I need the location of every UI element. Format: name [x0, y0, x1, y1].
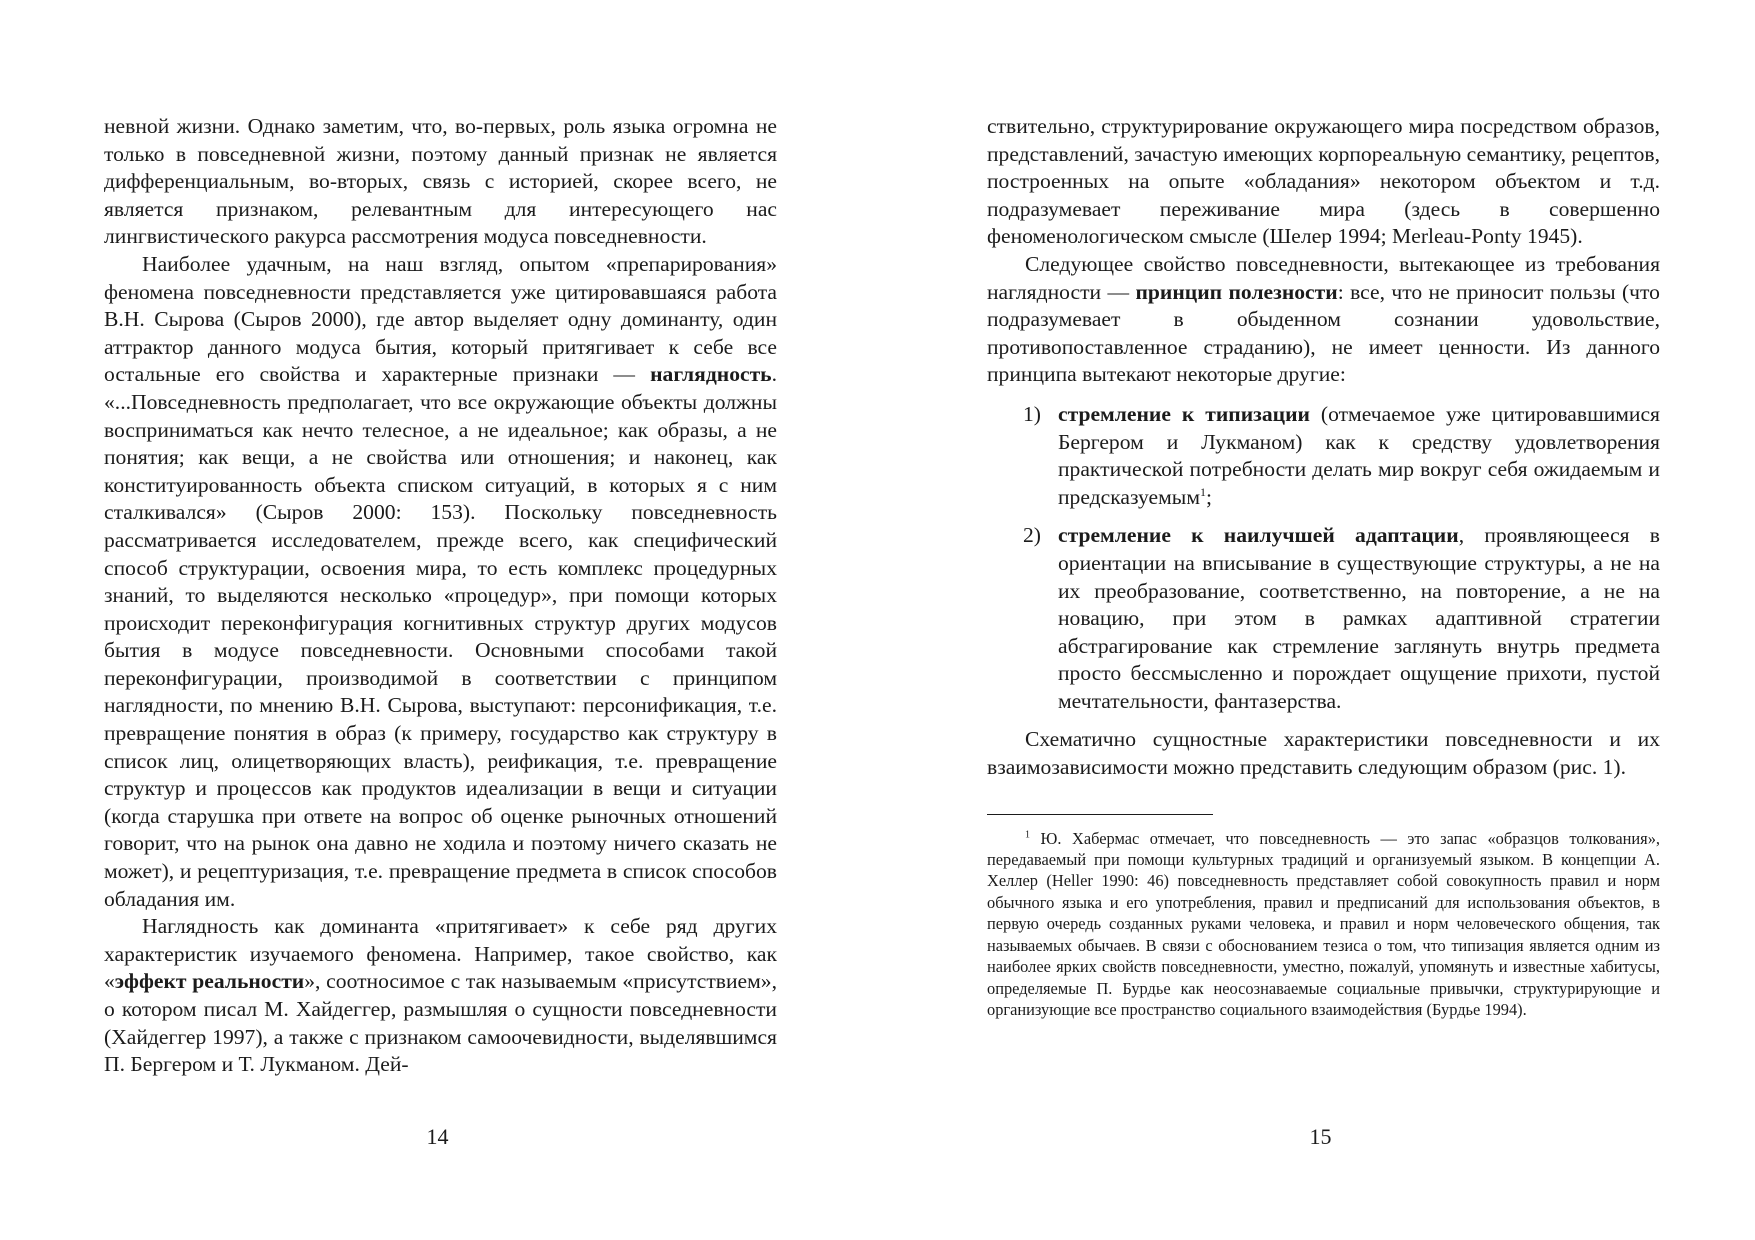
footnote-mark: 1 [1025, 829, 1030, 841]
paragraph-text: . «...Повседневность предполагает, что все окружающие объекты должны восприниматься как нечто телесное, а не идеальное; как образы, а не понятия; как вещи, а не свойства или отношения; и наконец, как конституированность объекта списком ситуаций, в которых я с ним сталкивался» (Сыров 2000: 153). Поскольку повседневность рассматривается исследователем, прежде всего, как специфический способ структурации, освоения мира, то есть комплекс процедурных знаний, то выделяются несколько «процедур», при помощи которых происходит переконфигурация когнитивных структур других модусов бытия в модусе повседневности. Основными способами такой переконфигурации, производимой в соответствии с принципом наглядности, по мнению В.Н. Сырова, выступают: персонификация, т.е. превращение понятия в образ (к примеру, государство как структуру в список лиц, олицетворяющих власть), реификация, т.е. превращение структур и процессов как продуктов идеализации в вещи и ситуации (когда старушка при ответе на вопрос об оценке рыночных отношений говорит, что на рынок она давно не ходила и поэтому ничего сказать не может), и рецептуризация, т.е. превращение предмета в список способов обладания им. [104, 362, 778, 911]
footnote [987, 828, 1660, 1021]
footnote-text: Ю. Хабермас отмечает, что повседневность — это запас «образцов толкования», передаваемый при помощи культурных традиций и организуемый языком. В концепции А. Хеллер (Heller 1990: 46) повседневность представляет собой совокупность правил и норм обычного языка и его употребления, правил и предписаний для использования объектов, в первую очередь созданных руками человека, и правил и норм человеческого общения, так называемых обычаев. В связи с обоснованием тезиса о том, что типизация является одним из наиболее ярких свойств повседневности, уместно, пожалуй, упомянуть и известные хабитусы, определяемые П. Бурдье как неосознаваемые социальные привычки, структурирующие и организующие все пространство социального взаимодействия (Бурдье 1994). [987, 828, 1660, 1019]
right-page [877, 0, 1754, 1240]
right-page-body [987, 113, 1660, 1020]
paragraph [987, 251, 1660, 389]
list-item [987, 522, 1660, 715]
list-item-number: 2) [1023, 523, 1041, 548]
list-item-number: 1) [1023, 401, 1041, 426]
page-number: 15 [1309, 1124, 1332, 1149]
left-page-body [104, 113, 777, 1079]
bold-term: принцип полезности [1135, 279, 1338, 304]
left-page [0, 0, 877, 1240]
footnote-divider [987, 814, 1213, 815]
bold-term: эффект реальности [114, 969, 305, 994]
paragraph-text: Наиболее удачным, на наш взгляд, опытом «препарирования» феномена повседневности представляется уже цитировавшаяся работа В.Н. Сырова (Сыров 2000), где автор выделяет одну доминанту, один аттрактор данного модуса бытия, который притягивает к себе все остальные его свойства и характерные признаки — [104, 251, 777, 387]
list-item-text: ; [1205, 484, 1212, 509]
paragraph: ствительно, структурирование окружающего мира посредством образов, представлений, зачастую имеющих корпореальную семантику, рецептов, построенных на опыте «обладания» некотором объектом и т.д. подразумевает переживание мира (здесь в совершенно феноменологическом смысле (Шелер 1994; Merleau-Ponty 1945). [987, 114, 1660, 249]
bold-term: наглядность [650, 362, 772, 387]
list-item-text: , проявляющееся в ориентации на вписывание в существующие структуры, а не на их преобразование, соответственно, на повторение, а не на новацию, при этом в рамках адаптивной стратегии абстрагирование как стремление заглянуть внутрь предмета просто бессмысленно и порождает ощущение прихоти, пустой мечтательности, фантазерства. [1058, 523, 1660, 713]
numbered-list [987, 401, 1660, 716]
paragraph [104, 913, 777, 1079]
bold-term: стремление к типизации [1058, 401, 1310, 426]
paragraph-text: Наглядность как доминанта «притягивает» к себе ряд других характеристик изучаемого феномена. Например, такое свойство, как « [104, 914, 777, 994]
paragraph: Схематично сущностные характеристики повседневности и их взаимозависимости можно представить следующим образом (рис. 1). [987, 727, 1660, 780]
paragraph-text: », соотносимое с так называемым «присутствием», о котором писал М. Хайдеггер, размышляя о сущности повседневности (Хайдеггер 1997), а также с признаком самоочевидности, выделявшимся П. Бергером и Т. Лукманом. Дей- [104, 969, 777, 1077]
paragraph-text: : все, что не приносит пользы (что подразумевает в обыденном сознании удовольствие, противопоставленное страданию), не имеет ценности. Из данного принципа вытекают некоторые другие: [987, 279, 1660, 387]
paragraph: невной жизни. Однако заметим, что, во-первых, роль языка огромна не только в повседневной жизни, поэтому данный признак не является дифференциальным, во-вторых, связь с историей, скорее всего, не является признаком, релевантным для интересующего нас лингвистического ракурса рассмотрения модуса повседневности. [104, 114, 777, 249]
page-number: 14 [426, 1124, 449, 1149]
bold-term: стремление к наилучшей адаптации [1058, 523, 1459, 548]
paragraph-text: Следующее свойство повседневности, вытекающее из требования наглядности — [987, 251, 1660, 304]
paragraph [104, 251, 777, 913]
list-item-text: (отмечаемое уже цитировавшимися Бергером и Лукманом) как к средству удовлетворения практической потребности делать мир вокруг себя ожидаемым и предсказуемым [1058, 401, 1660, 509]
list-item [987, 401, 1660, 511]
footnote-reference[interactable]: 1 [1199, 484, 1206, 499]
